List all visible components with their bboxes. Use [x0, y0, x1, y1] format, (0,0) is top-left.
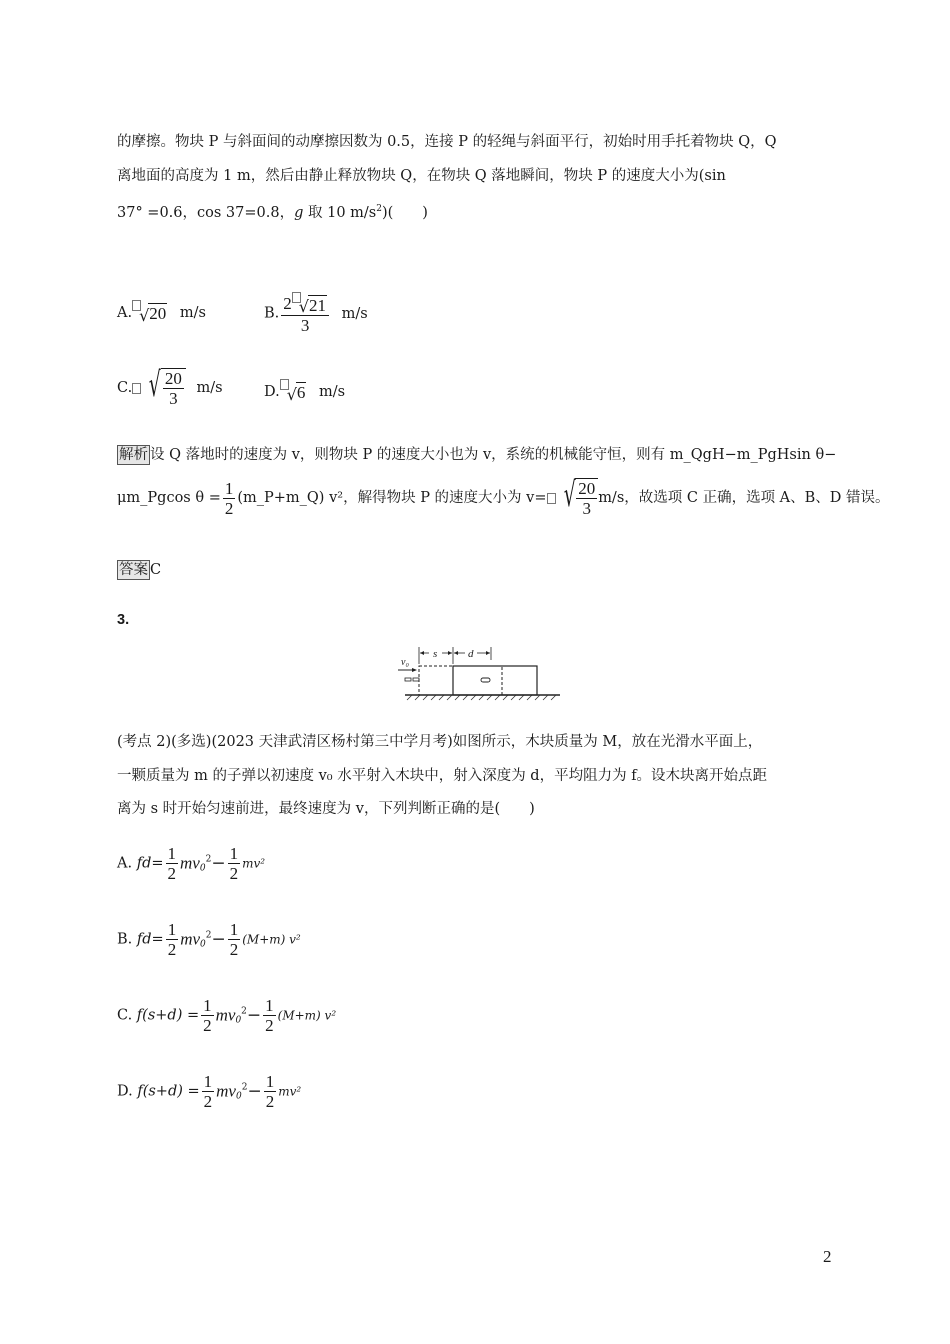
q3-number: 3.: [117, 612, 130, 628]
sub-zero: 0: [235, 1091, 242, 1102]
q3-option-c-tail: (M+m) v²: [277, 1008, 337, 1023]
frac-den: 2: [203, 1092, 213, 1111]
sqrt-20-over-3: √ $\frac{20}{3}$: [139, 368, 186, 408]
q3-option-b-lhs: fd=: [136, 931, 164, 948]
q2-option-b-label: B.: [264, 305, 280, 322]
analysis-text-2c: m/s，故选项 C 正确，选项 A、B、D 错误。: [598, 490, 890, 506]
q2-stem-line3-g: g: [294, 205, 304, 221]
q2-option-b-unit: m/s: [341, 305, 368, 322]
q3-option-c-label: C.: [117, 1007, 137, 1024]
page-number: 2: [823, 1247, 832, 1266]
frac-den-3: 3: [582, 499, 591, 518]
frac-num: 1: [265, 1072, 275, 1091]
q3-option-a-label: A.: [117, 855, 137, 872]
radicand-6: 6: [296, 382, 306, 402]
q3-option-a-mv: mv: [180, 853, 200, 873]
frac-num: 1: [203, 1072, 213, 1091]
minus-sign: −: [211, 929, 226, 950]
q2-option-d-label: D.: [264, 384, 280, 400]
frac-den: 2: [203, 1016, 212, 1035]
fraction-2root21-over-3: 2 √ 21 3: [281, 292, 329, 335]
q2-option-c: [117, 365, 223, 408]
sub-zero: 0: [199, 863, 206, 874]
radicand-20: 20: [149, 303, 167, 323]
frac-den: 2: [229, 864, 239, 883]
q3-option-a: [117, 844, 265, 883]
q3-option-b: [117, 920, 301, 959]
q2-stem-line1: 的摩擦。物块 P 与斜面间的动摩擦因数为 0.5，连接 P 的轻绳与斜面平行，初始时用手托着物块 Q，Q: [117, 134, 777, 150]
analysis-tag: 解析: [119, 447, 148, 463]
analysis-text-2b: (m_P+m_Q) v²，解得物块 P 的速度大小为 v=: [237, 490, 547, 506]
q3-stem-line2: 一颗质量为 m 的子弹以初速度 v₀ 水平射入木块中，射入深度为 d，平均阻力为 f。设木块离开始点距: [117, 768, 768, 784]
frac-den: 2: [265, 1092, 275, 1111]
frac-num: 1: [167, 920, 177, 939]
sup-two: 2: [205, 930, 212, 941]
frac-den: 2: [229, 940, 239, 959]
q3-option-c-mv: mv: [215, 1005, 236, 1025]
frac-num: 1: [265, 996, 274, 1015]
diagram-label-d: d: [468, 648, 474, 660]
frac-den: 2: [265, 1016, 274, 1035]
analysis-line1: [117, 445, 836, 465]
q3-stem-line1: (考点 2)(多选)(2023 天津武清区杨村第三中学月考)如图所示，木块质量为 M，放在光滑水平面上，: [117, 734, 763, 750]
analysis-text-1: 设 Q 落地时的速度为 v，则物块 P 的速度大小也为 v，系统的机械能守恒，则有 m_QgH−m_PgHsin θ−: [150, 447, 837, 463]
frac-den: 2: [224, 498, 234, 518]
q2-stem-line3: [117, 199, 428, 223]
sqrt-20: √ 20: [139, 303, 167, 325]
q3-option-c: [117, 996, 336, 1035]
frac-num: 1: [167, 844, 177, 863]
frac-num-20: 20: [164, 369, 182, 388]
frac-num-2: 2: [283, 294, 292, 313]
frac-den: 2: [167, 864, 177, 883]
q3-option-c-lhs: f(s+d) =: [136, 1007, 200, 1024]
q2-option-b: [264, 292, 368, 335]
q2-option-c-label: C.: [117, 380, 133, 396]
frac-den-3: 3: [169, 389, 178, 408]
q2-option-c-unit: m/s: [196, 380, 223, 396]
frac-den-3: 3: [300, 316, 310, 336]
q2-stem-line2: 离地面的高度为 1 m，然后由静止释放物块 Q，在物块 Q 落地瞬间，物块 P 的速度大小为(sin: [117, 168, 726, 184]
sqrt-20-over-3-result: √ $\frac{20}{3}$: [554, 478, 599, 518]
frac-den: 2: [167, 940, 177, 959]
q2-option-d-unit: m/s: [319, 384, 346, 400]
sqrt-6: √ 6: [286, 382, 306, 404]
minus-sign: −: [247, 1081, 262, 1102]
minus-sign: −: [246, 1005, 262, 1026]
frac-num: 1: [203, 996, 212, 1015]
analysis-text-2a: μm_Pgcos θ =: [117, 490, 221, 506]
q3-stem-line3: 离为 s 时开始匀速前进，最终速度为 v，下列判断正确的是( ): [117, 801, 535, 817]
q3-option-d: [117, 1072, 301, 1111]
q2-option-a-unit: m/s: [179, 305, 206, 321]
q2-stem-line3-c: 取 10 m/s: [303, 205, 377, 221]
sup-two: 2: [205, 854, 212, 865]
sup-two: 2: [241, 1006, 247, 1017]
q2-stem-line3-e: )( ): [381, 205, 428, 221]
bullet-block-diagram: [395, 640, 565, 702]
frac-num: 1: [229, 844, 239, 863]
q2-option-a: [117, 300, 206, 324]
q3-option-d-label: D.: [117, 1083, 138, 1100]
q3-option-a-tail: mv²: [242, 856, 266, 871]
sub-zero: 0: [235, 1015, 242, 1026]
sup-two: 2: [241, 1082, 248, 1093]
q2-stem-line3-a: 37° =0.6，cos 37=0.8，: [117, 205, 295, 221]
frac-num: 1: [229, 920, 239, 939]
q2-stem-line3-sup: 2: [376, 204, 382, 214]
q3-option-b-label: B.: [117, 931, 137, 948]
answer-value: C: [150, 562, 162, 578]
diagram-label-v0: v₀: [401, 657, 409, 668]
q2-option-d: [264, 379, 345, 403]
analysis-line2: [117, 475, 890, 518]
minus-sign: −: [211, 853, 226, 874]
diagram-label-s: s: [433, 648, 438, 660]
q3-option-d-tail: mv²: [278, 1084, 302, 1099]
fraction-one-half: [223, 479, 236, 518]
q2-option-a-label: A.: [117, 305, 133, 321]
answer-tag: 答案: [119, 562, 148, 578]
q3-option-b-tail: (M+m) v²: [242, 932, 301, 947]
q3-option-d-mv: mv: [216, 1081, 236, 1101]
frac-num-20: 20: [578, 479, 596, 498]
sub-zero: 0: [200, 939, 206, 950]
q3-option-d-lhs: f(s+d) =: [137, 1083, 200, 1100]
q3-option-a-lhs: fd=: [136, 855, 164, 872]
radicand-21: 21: [308, 296, 326, 316]
q3-option-b-mv: mv: [180, 929, 201, 949]
frac-num: 1: [224, 478, 234, 498]
answer-line: [117, 560, 161, 580]
